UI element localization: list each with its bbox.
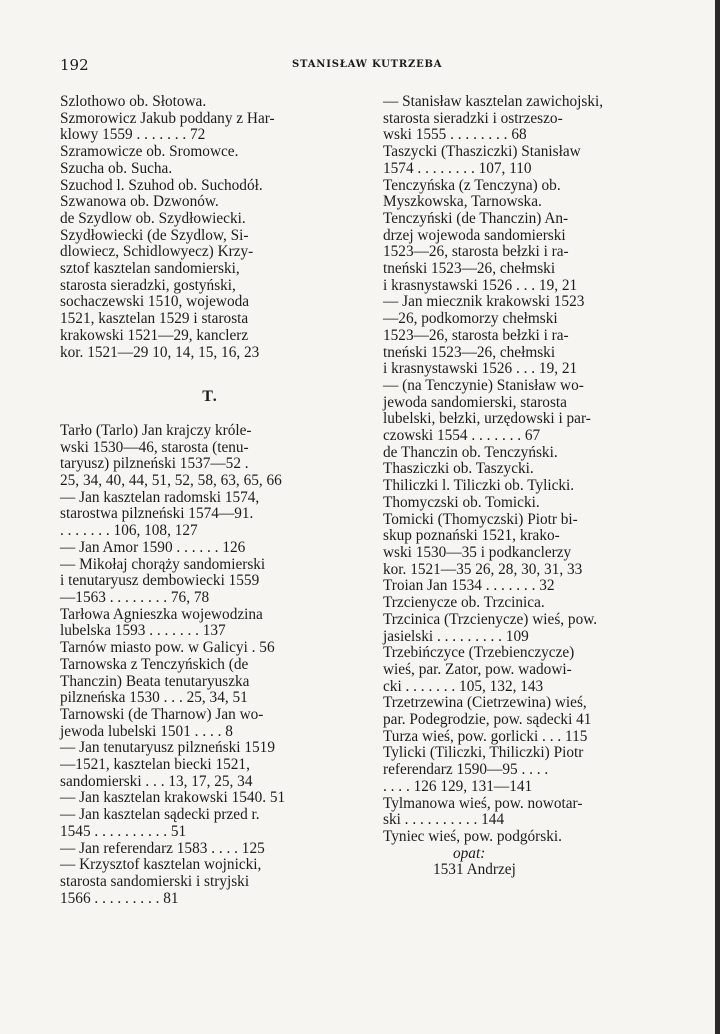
entry-line: starostwa pilzneński 1574—91. — [60, 505, 254, 523]
entry-line: Tarnowska z Tenczyńskich (de — [60, 655, 249, 673]
entry-line: de Szydlow ob. Szydłowiecki. — [60, 209, 246, 227]
entry-line: ski . . . . . . . . . . 144 — [383, 811, 505, 829]
entry-line: — Jan kasztelan krakowski 1540. 51 — [60, 789, 286, 807]
index-entry — [60, 540, 360, 557]
entry-line: dlowiecz, Schidlowyecz) Krzy- — [60, 243, 254, 261]
entry-line: . . . . 126 129, 131—141 — [383, 777, 533, 795]
index-entry — [383, 796, 680, 829]
entry-line: klowy 1559 . . . . . . . 72 — [60, 126, 206, 144]
entry-line: Trzebińczyce (Trzebienczycze) — [383, 644, 575, 662]
entry-line: — (na Tenczynie) Stanisław wo- — [383, 376, 584, 394]
entry-line: Tylicki (Tiliczki, Thiliczki) Piotr — [383, 744, 584, 762]
entry-line: 1545 . . . . . . . . . . 51 — [60, 822, 187, 840]
index-entry — [60, 111, 360, 144]
entry-line: — Jan Amor 1590 . . . . . . 126 — [60, 538, 246, 556]
index-entry — [60, 807, 360, 840]
index-entry — [383, 378, 680, 445]
index-entry — [383, 729, 680, 746]
entry-line: Thanczin) Beata tenutaryuszka — [60, 672, 250, 690]
entry-line: Trzcinica (Trzcienycze) wieś, pow. — [383, 610, 598, 628]
entry-line: wieś, par. Zator, pow. wadowi- — [383, 660, 572, 678]
entry-line: Szydłowiecki (de Szydlow, Si- — [60, 226, 249, 244]
index-entry — [383, 645, 680, 695]
entry-line: 1521, kasztelan 1529 i starosta — [60, 310, 249, 328]
entry-line: wski 1530—46, starosta (tenu- — [60, 438, 249, 456]
entry-line: Tyniec wieś, pow. podgórski. — [383, 827, 562, 845]
index-entry — [60, 557, 360, 607]
entry-line: Szucha ob. Sucha. — [60, 159, 173, 177]
entry-line: kor. 1521—35 26, 28, 30, 31, 33 — [383, 560, 583, 578]
index-entry — [60, 657, 360, 707]
index-entry — [60, 707, 360, 740]
entry-line: jewoda lubelski 1501 . . . . 8 — [60, 722, 233, 740]
entry-line: — Krzysztof kasztelan wojnicki, — [60, 856, 262, 874]
entry-line: jasielski . . . . . . . . . 109 — [383, 627, 529, 645]
entry-line: 1523—26, starosta bełzki i ra- — [383, 243, 569, 261]
entry-line: wski 1555 . . . . . . . . 68 — [383, 126, 527, 144]
index-entry — [60, 857, 360, 907]
index-entry — [60, 841, 360, 858]
index-entry — [60, 211, 360, 228]
entry-line: skup poznański 1521, krako- — [383, 527, 560, 545]
entry-line: krakowski 1521—29, kanclerz — [60, 326, 249, 344]
index-entry — [383, 745, 680, 795]
entry-line: —1563 . . . . . . . . 76, 78 — [60, 588, 210, 606]
index-entry — [60, 94, 360, 111]
entry-line: Turza wieś, pow. gorlicki . . . 115 — [383, 727, 588, 745]
index-entry — [383, 211, 680, 295]
entry-line: Szmorowicz Jakub poddany z Har- — [60, 109, 275, 127]
left-entries-top — [60, 94, 360, 361]
index-entry — [383, 178, 680, 211]
entry-line: de Thanczin ob. Tenczyński. — [383, 443, 558, 461]
entry-line: 25, 34, 40, 44, 51, 52, 58, 63, 65, 66 — [60, 472, 282, 490]
entry-line: jewoda sandomierski, starosta — [383, 393, 567, 411]
entry-line: Tenczyńska (z Tenczyna) ob. — [383, 176, 561, 194]
index-entry — [383, 695, 680, 728]
entry-line: Szlothowo ob. Słotowa. — [60, 93, 207, 110]
entry-line: — Jan kasztelan sądecki przed r. — [60, 806, 260, 824]
index-entry — [60, 740, 360, 790]
entry-line: Thomyczski ob. Tomicki. — [383, 493, 540, 511]
index-entry — [60, 194, 360, 211]
index-entry — [383, 144, 680, 177]
index-entry — [60, 490, 360, 540]
entry-line: sztof kasztelan sandomierski, — [60, 260, 240, 278]
index-entry — [383, 461, 680, 478]
right-entries — [383, 94, 680, 846]
entry-line: Trzetrzewina (Cietrzewina) wieś, — [383, 694, 587, 712]
entry-line: Thiliczki l. Tiliczki ob. Tylicki. — [383, 477, 575, 495]
index-entry — [60, 640, 360, 657]
index-entry — [383, 829, 680, 846]
entry-line: — Stanisław kasztelan zawichojski, — [383, 93, 604, 110]
right-column — [383, 94, 680, 879]
left-entries-bottom — [60, 423, 360, 907]
entry-line: par. Podegrodzie, pow. sądecki 41 — [383, 711, 592, 729]
entry-line: tneński 1523—26, chełmski — [383, 343, 556, 361]
entry-line: 1566 . . . . . . . . . 81 — [60, 889, 179, 907]
entry-line: Tarnowski (de Tharnow) Jan wo- — [60, 705, 264, 723]
entry-line: starosta sieradzki i ostrzeszo- — [383, 109, 563, 127]
index-entry — [383, 512, 680, 579]
entry-line: wski 1530—35 i podkanclerzy — [383, 543, 572, 561]
entry-line: lubelski, bełzki, urzędowski i par- — [383, 410, 591, 428]
entry-line: — Jan miecznik krakowski 1523 — [383, 293, 585, 311]
entry-line: starosta sandomierski i stryjski — [60, 872, 250, 890]
entry-line: sandomierski . . . 13, 17, 25, 34 — [60, 772, 253, 790]
entry-line: 1574 . . . . . . . . 107, 110 — [383, 159, 532, 177]
opat-label: opat: — [453, 844, 486, 862]
entry-line: . . . . . . . 106, 108, 127 — [60, 522, 198, 540]
index-entry — [60, 161, 360, 178]
index-entry — [60, 228, 360, 362]
page-number: 192 — [60, 56, 89, 74]
opat-line: 1531 Andrzej — [433, 861, 516, 879]
entry-line: czowski 1554 . . . . . . . 67 — [383, 427, 541, 445]
page-edge-shadow — [715, 0, 720, 1034]
entry-line: Trzcienycze ob. Trzcinica. — [383, 594, 545, 612]
entry-line: Tomicki (Thomyczski) Piotr bi- — [383, 510, 578, 528]
entry-line: — Jan kasztelan radomski 1574, — [60, 488, 260, 506]
index-entry — [383, 294, 680, 378]
index-entry — [383, 578, 680, 595]
index-entry — [383, 612, 680, 645]
entry-line: Szwanowa ob. Dzwonów. — [60, 193, 219, 211]
entry-line: starosta sieradzki, gostyński, — [60, 276, 236, 294]
entry-line: — Jan tenutaryusz pilzneński 1519 — [60, 739, 275, 757]
entry-line: 1523—26, starosta bełzki i ra- — [383, 326, 569, 344]
entry-line: — Mikołaj chorąży sandomierski — [60, 555, 266, 573]
index-entry — [383, 445, 680, 462]
entry-line: sochaczewski 1510, wojewoda — [60, 293, 250, 311]
entry-line: pilzneńska 1530 . . . 25, 34, 51 — [60, 689, 248, 707]
entry-line: Tarnów miasto pow. w Galicyi . 56 — [60, 639, 275, 657]
entry-line: drzej wojewoda sandomierski — [383, 226, 566, 244]
entry-line: Tenczyński (de Thanczin) An- — [383, 209, 569, 227]
entry-line: referendarz 1590—95 . . . . — [383, 761, 549, 779]
index-entry — [383, 495, 680, 512]
entry-line: Thasziczki ob. Taszycki. — [383, 460, 534, 478]
entry-line: Taszycki (Thasziczki) Stanisław — [383, 143, 581, 161]
entry-line: kor. 1521—29 10, 14, 15, 16, 23 — [60, 343, 260, 361]
running-title: STANISŁAW KUTRZEBA — [292, 59, 443, 70]
index-entry — [60, 178, 360, 195]
entry-line: tneński 1523—26, chełmski — [383, 260, 556, 278]
entry-line: Myszkowska, Tarnowska. — [383, 193, 542, 211]
entry-line: i krasnystawski 1526 . . . 19, 21 — [383, 276, 578, 294]
index-entry — [383, 94, 680, 144]
entry-line: lubelska 1593 . . . . . . . 137 — [60, 622, 226, 640]
entry-line: Troian Jan 1534 . . . . . . . 32 — [383, 577, 555, 595]
left-column — [60, 94, 360, 907]
entry-line: taryusz) pilzneński 1537—52 . — [60, 455, 249, 473]
entry-line: — Jan referendarz 1583 . . . . 125 — [60, 839, 265, 857]
entry-line: Tylmanowa wieś, pow. nowotar- — [383, 794, 583, 812]
entry-line: Tarłowa Agnieszka wojewodzina — [60, 605, 263, 623]
entry-line: Szuchod l. Szuhod ob. Suchodół. — [60, 176, 263, 194]
index-entry — [383, 595, 680, 612]
index-entry — [60, 607, 360, 640]
index-entry — [60, 790, 360, 807]
section-letter: T. — [202, 388, 218, 406]
entry-line: Tarło (Tarlo) Jan krajczy króle- — [60, 421, 252, 439]
entry-line: —26, podkomorzy chełmski — [383, 310, 558, 328]
entry-line: i krasnystawski 1526 . . . 19, 21 — [383, 360, 578, 378]
index-entry — [383, 478, 680, 495]
entry-line: —1521, kasztelan biecki 1521, — [60, 756, 250, 774]
entry-line: i tenutaryusz dembowiecki 1559 — [60, 572, 260, 590]
index-entry — [60, 423, 360, 490]
index-entry — [60, 144, 360, 161]
entry-line: Szramowicze ob. Sromowce. — [60, 143, 239, 161]
entry-line: cki . . . . . . . 105, 132, 143 — [383, 677, 544, 695]
